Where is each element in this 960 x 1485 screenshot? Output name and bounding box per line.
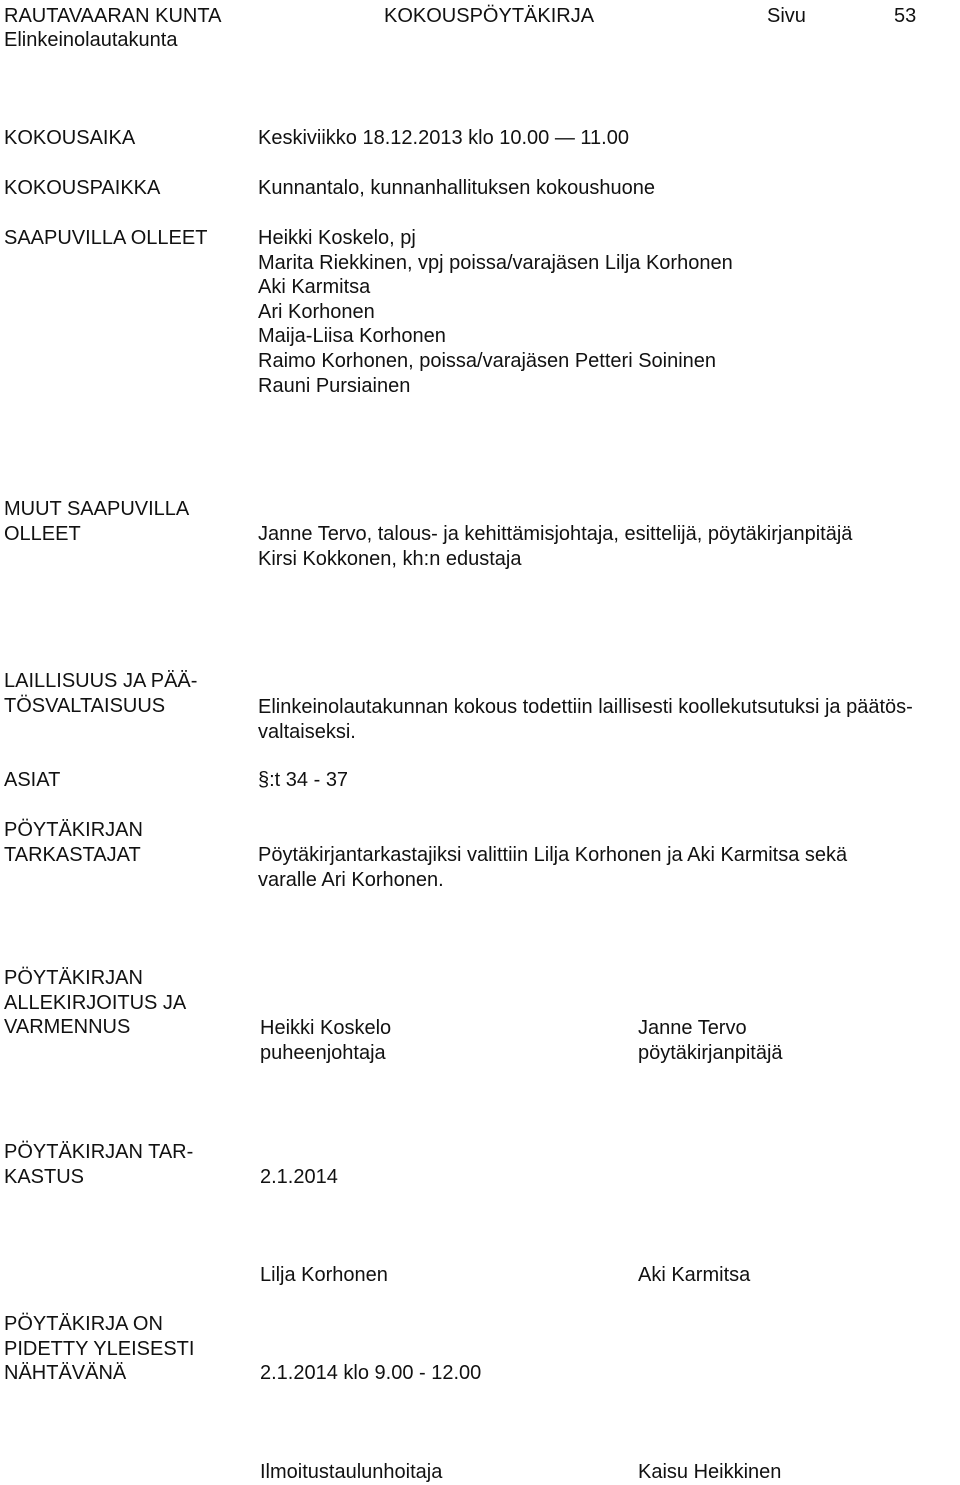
meeting-time-label: KOKOUSAIKA xyxy=(4,127,136,149)
public-display-label-line: PÖYTÄKIRJA ON xyxy=(4,1313,163,1335)
member-item: Heikki Koskelo, pj xyxy=(258,227,416,249)
signatures-label-line: ALLEKIRJOITUS JA xyxy=(4,991,187,1014)
document-type: KOKOUSPÖYTÄKIRJA xyxy=(384,5,595,27)
member-item: Aki Karmitsa xyxy=(258,276,371,299)
secretary-name: Janne Tervo xyxy=(638,1017,747,1039)
member-item: Maija-Liisa Korhonen xyxy=(258,325,446,348)
member-item: Raimo Korhonen, poissa/varajäsen Petteri Soininen xyxy=(258,349,717,372)
inspectors-label-line: PÖYTÄKIRJAN xyxy=(4,819,143,841)
meeting-time-value: Keskiviikko 18.12.2013 klo 10.00 — 11.00 xyxy=(258,127,629,149)
inspectors-text-line: varalle Ari Korhonen. xyxy=(258,868,444,891)
inspection-label xyxy=(4,1140,193,1189)
legality-label-line: TÖSVALTAISUUS xyxy=(4,694,166,717)
municipality-name: RAUTAVAARAN KUNTA xyxy=(4,5,222,27)
others-present-label-line: OLLEET xyxy=(4,522,81,545)
others-present-label-line: MUUT SAAPUVILLA xyxy=(4,498,190,520)
other-person-item: Kirsi Kokkonen, kh:n edustaja xyxy=(258,547,522,570)
public-display-value: 2.1.2014 klo 9.00 - 12.00 xyxy=(260,1362,482,1384)
notice-board-keeper-label: Ilmoitustaulunhoitaja xyxy=(260,1461,443,1483)
others-present-list xyxy=(258,522,852,571)
chair-signature xyxy=(260,1016,391,1065)
legality-label xyxy=(4,669,197,718)
other-person-item: Janne Tervo, talous- ja kehittämisjohtaja, esittelijä, pöytäkirjanpitäjä xyxy=(258,523,853,545)
inspector-2-name: Aki Karmitsa xyxy=(638,1264,751,1286)
items-value: §:t 34 - 37 xyxy=(258,769,349,791)
inspection-label-line: PÖYTÄKIRJAN TAR- xyxy=(4,1141,194,1163)
inspectors-label-line: TARKASTAJAT xyxy=(4,843,141,866)
present-label: SAAPUVILLA OLLEET xyxy=(4,227,208,249)
legality-label-line: LAILLISUUS JA PÄÄ- xyxy=(4,670,198,692)
others-present-label xyxy=(4,497,189,546)
inspection-date: 2.1.2014 xyxy=(260,1166,338,1188)
notice-board-keeper-name: Kaisu Heikkinen xyxy=(638,1461,782,1483)
inspectors-text xyxy=(258,843,847,892)
public-display-label-line: NÄHTÄVÄNÄ xyxy=(4,1362,127,1385)
meeting-place-label: KOKOUSPAIKKA xyxy=(4,177,161,199)
signatures-label-line: VARMENNUS xyxy=(4,1016,131,1039)
legality-text-line: valtaiseksi. xyxy=(258,720,356,743)
signatures-label-line: PÖYTÄKIRJAN xyxy=(4,967,143,989)
secretary-signature xyxy=(638,1016,783,1065)
page-number: 53 xyxy=(894,5,917,27)
page-label: Sivu xyxy=(767,5,806,27)
public-display-label-line: PIDETTY YLEISESTI xyxy=(4,1337,195,1360)
legality-text-line: Elinkeinolautakunnan kokous todettiin laillisesti koollekutsutuksi ja päätös- xyxy=(258,696,913,718)
chair-role: puheenjohtaja xyxy=(260,1041,386,1064)
member-item: Rauni Pursiainen xyxy=(258,374,411,397)
inspectors-label xyxy=(4,818,143,867)
committee-name: Elinkeinolautakunta xyxy=(4,29,178,51)
legality-text xyxy=(258,695,913,744)
inspection-label-line: KASTUS xyxy=(4,1165,85,1188)
meeting-place-value: Kunnantalo, kunnanhallituksen kokoushuone xyxy=(258,177,655,199)
signatures-label xyxy=(4,966,186,1040)
chair-name: Heikki Koskelo xyxy=(260,1017,392,1039)
member-item: Marita Riekkinen, vpj poissa/varajäsen Lilja Korhonen xyxy=(258,251,733,274)
secretary-role: pöytäkirjanpitäjä xyxy=(638,1041,783,1064)
public-display-label xyxy=(4,1312,194,1386)
items-label: ASIAT xyxy=(4,769,61,791)
present-members-list xyxy=(258,226,733,398)
inspector-1-name: Lilja Korhonen xyxy=(260,1264,388,1286)
inspectors-text-line: Pöytäkirjantarkastajiksi valittiin Lilja Korhonen ja Aki Karmitsa sekä xyxy=(258,844,848,866)
member-item: Ari Korhonen xyxy=(258,300,375,323)
